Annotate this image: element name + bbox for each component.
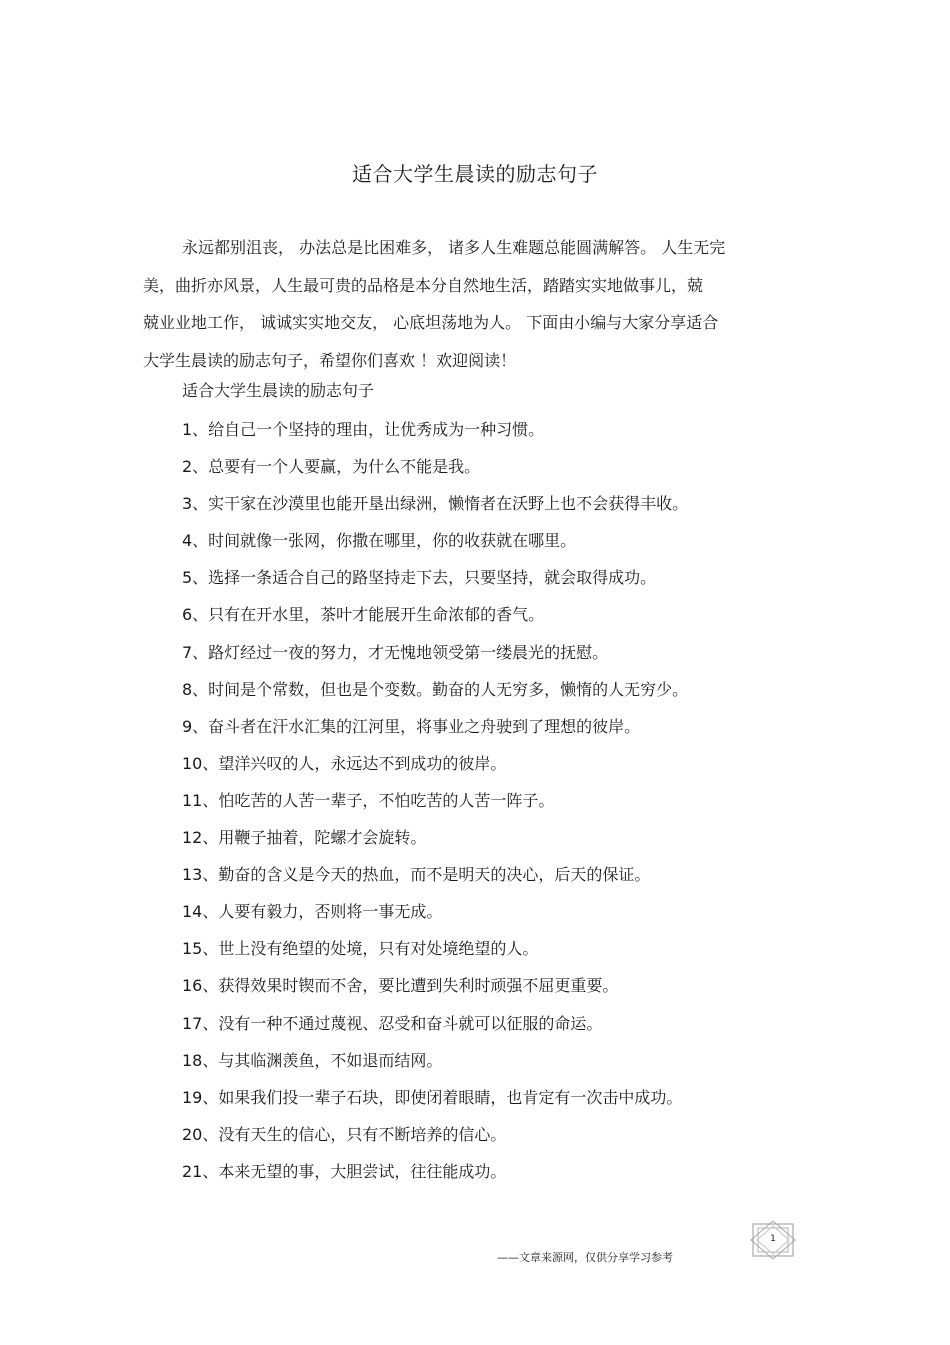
quote-item: 17、没有一种不通过蔑视、忍受和奋斗就可以征服的命运。 bbox=[182, 1013, 603, 1033]
quote-list bbox=[182, 416, 822, 1195]
quote-item: 15、世上没有绝望的处境，只有对处境绝望的人。 bbox=[182, 939, 539, 959]
intro-line: 美，曲折亦风景，人生最可贵的品格是本分自然地生活，踏踏实实地做事儿，兢 bbox=[143, 275, 704, 295]
quote-item: 1、给自己一个坚持的理由，让优秀成为一种习惯。 bbox=[182, 420, 545, 439]
intro-paragraph bbox=[143, 229, 813, 379]
document-title: 适合大学生晨读的励志句子 bbox=[352, 162, 598, 186]
quote-item: 5、选择一条适合自己的路坚持走下去，只要坚持，就会取得成功。 bbox=[182, 568, 657, 588]
intro-line: 永远都别沮丧， 办法总是比困难多， 诸多人生难题总能圆满解答。 人生无完 bbox=[182, 238, 726, 257]
quote-item: 16、获得效果时锲而不舍，要比遭到失利时顽强不屈更重要。 bbox=[182, 976, 619, 996]
quote-item: 2、总要有一个人要赢，为什么不能是我。 bbox=[182, 457, 481, 477]
quote-item: 19、如果我们投一辈子石块，即使闭着眼睛，也肯定有一次击中成功。 bbox=[182, 1087, 683, 1107]
intro-line: 大学生晨读的励志句子，希望你们喜欢 ！欢迎阅读！ bbox=[143, 350, 517, 370]
quote-item: 21、本来无望的事，大胆尝试，往往能成功。 bbox=[182, 1161, 507, 1181]
quote-item: 18、与其临渊羡鱼，不如退而结网。 bbox=[182, 1050, 443, 1070]
quote-item: 3、实干家在沙漠里也能开垦出绿洲，懒惰者在沃野上也不会获得丰收。 bbox=[182, 494, 689, 514]
quote-item: 10、望洋兴叹的人，永远达不到成功的彼岸。 bbox=[182, 753, 507, 773]
quote-item: 13、勤奋的含义是今天的热血，而不是明天的决心，后天的保证。 bbox=[182, 865, 651, 885]
quote-item: 7、路灯经过一夜的努力，才无愧地领受第一缕晨光的抚慰。 bbox=[182, 642, 609, 662]
quote-item: 11、怕吃苦的人苦一辈子，不怕吃苦的人苦一阵子。 bbox=[182, 790, 555, 810]
quote-item: 20、没有天生的信心，只有不断培养的信心。 bbox=[182, 1124, 507, 1144]
quote-item: 12、用鞭子抽着，陀螺才会旋转。 bbox=[182, 828, 427, 848]
quote-item: 8、时间是个常数，但也是个变数。勤奋的人无穷多，懒惰的人无穷少。 bbox=[182, 679, 689, 699]
footer-source-note: ——文章来源网，仅供分享学习参考 bbox=[497, 1251, 673, 1264]
page-number: 1 bbox=[770, 1234, 776, 1244]
page-number-badge bbox=[749, 1220, 797, 1260]
quote-item: 14、人要有毅力，否则将一事无成。 bbox=[182, 902, 443, 922]
quote-item: 4、时间就像一张网，你撒在哪里，你的收获就在哪里。 bbox=[182, 531, 577, 551]
section-subheading: 适合大学生晨读的励志句子 bbox=[182, 381, 375, 400]
quote-item: 9、奋斗者在汗水汇集的江河里，将事业之舟驶到了理想的彼岸。 bbox=[182, 716, 641, 736]
intro-line: 兢业业地工作， 诚诚实实地交友， 心底坦荡地为人。 下面由小编与大家分享适合 bbox=[143, 313, 719, 332]
quote-item: 6、只有在开水里，茶叶才能展开生命浓郁的香气。 bbox=[182, 605, 545, 625]
